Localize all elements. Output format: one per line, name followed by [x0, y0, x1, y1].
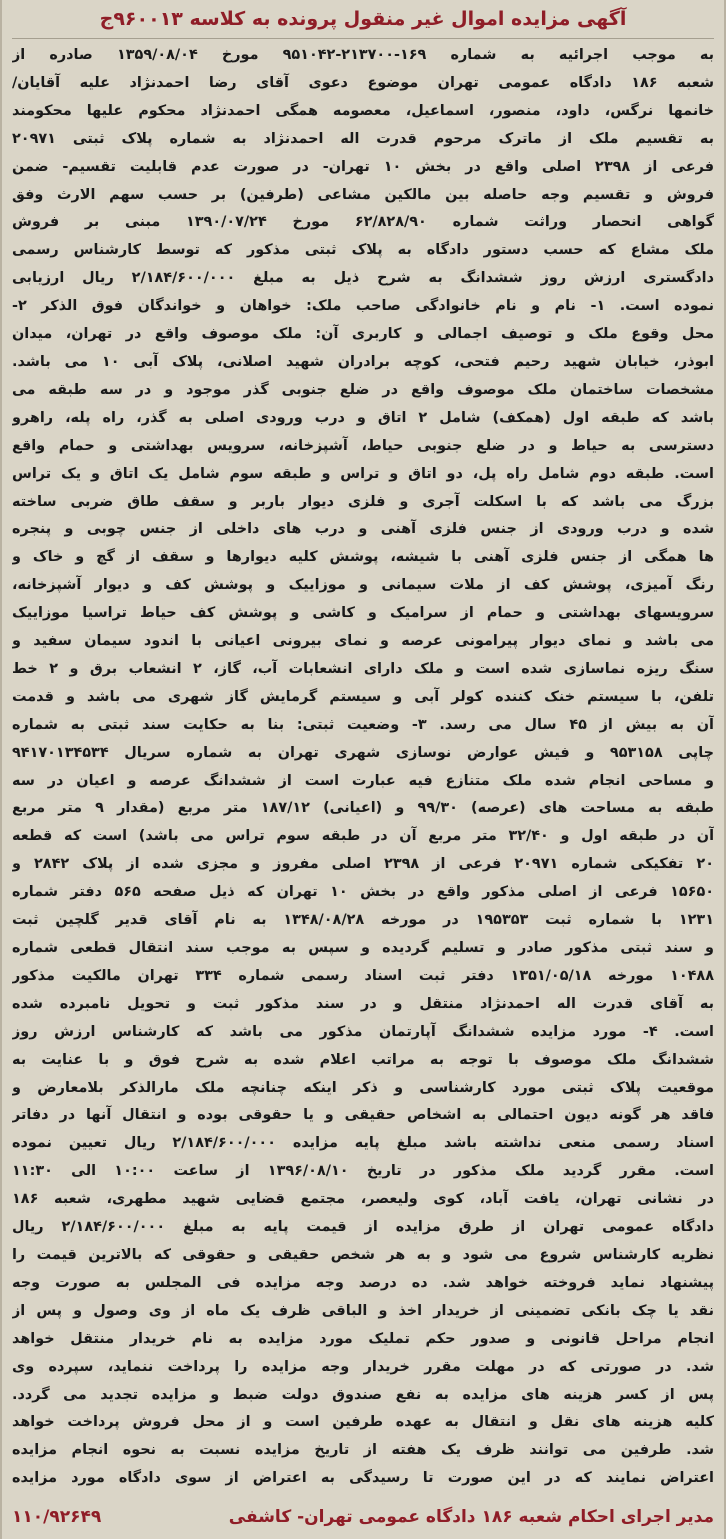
body-line: ۱۵۶۵۰ فرعی از اصلی مذکور واقع در بخش ۱۰ تهران که ذیل صفحه ۵۶۵ دفتر شماره [12, 884, 714, 901]
body-line: است. طبقه دوم شامل راه پل، دو اتاق و تراس و طبقه سوم شامل یک اتاق و یک تراس [12, 465, 714, 482]
body-line: ۱۲۳۱ با شماره ثبت ۱۹۵۳۵۳ در مورخه ۱۳۴۸/۰۸/۲۸ به نام آقای قدیر گلچین ثبت [12, 912, 714, 929]
body-line: شد. در صورتی که در مهلت مقرر خریدار وجه مزایده را پرداخت ننماید، سپرده وی [12, 1358, 714, 1375]
body-line: ها همگی از جنس فلزی آهنی با شیشه، پوشش کلیه دیوارها و سقف از گچ و خاک و [12, 549, 714, 566]
body-line: به موجب اجرائیه به شماره ۱۶۹-۲۱۳۷۰۰-۹۵۱۰۴۲ مورخ ۱۳۵۹/۰۸/۰۴ صادره از [12, 47, 714, 63]
body-line: شد. طرفین می توانند ظرف یک هفته از تاریخ مزایده نسبت به نحوه انجام مزایده [12, 1442, 714, 1459]
body-line: ۱۰۴۸۸ مورخه ۱۳۵۱/۰۵/۱۸ دفتر ثبت اسناد رسمی شماره ۳۳۴ تهران مالکیت مذکور [12, 967, 714, 984]
body-line: و مساحی انجام شده ملک متنازع فیه عبارت است از ششدانگ عرصه و اعیان در سه [12, 772, 714, 789]
body-line: ۲۰ تفکیکی شماره ۲۰۹۷۱ فرعی از ۲۳۹۸ اصلی مفروز و مجزی شده از پلاک ۲۸۴۲ و [12, 856, 714, 873]
body-line: به آقای قدرت اله احمدنژاد منتقل و در سند مذکور ثبت و تحویل نامبرده شده [12, 995, 714, 1012]
signature-line: مدیر اجرای احکام شعبه ۱۸۶ دادگاه عمومی تهران- کاشفی [228, 1507, 714, 1527]
body-line: مشخصات ساختمان ملک موصوف واقع در ضلع جنوبی گذر موجود و در سه طبقه می [12, 381, 714, 398]
body-line: فروش و تقسیم وجه حاصله بین مالکین مشاعی (طرفین) بر حسب سهم الارث وفق [12, 186, 714, 203]
body-line [12, 1493, 714, 1494]
body-line: ملک مشاع که حسب دستور دادگاه به پلاک ثبتی مذکور که توسط کارشناس رسمی [12, 242, 714, 259]
body-line: انجام مراحل قانونی و صدور حکم تملیک مورد مزایده به نام خریدار منتقل خواهد [12, 1330, 714, 1347]
body-line: سنگ ریزه نماسازی شده است و ملک دارای انشعابات آب، گاز، ۲ انشعاب برق و ۲ خط [12, 660, 714, 677]
notice-footer [12, 1500, 714, 1534]
body-line: است. مقرر گردید ملک مذکور در تاریخ ۱۳۹۶/۰۸/۱۰ از ساعت ۱۰:۰۰ الی ۱۱:۳۰ [12, 1163, 714, 1180]
body-line: اعتراض نمایند که در این صورت تا رسیدگی به اعتراض از سوی دادگاه مورد مزایده [12, 1470, 714, 1487]
body-line: در نشانی تهران، یافت آباد، کوی ولیعصر، مجتمع قضایی شهید مطهری، شعبه ۱۸۶ [12, 1191, 714, 1208]
body-line: دسترسی به حیاط و در ضلع جنوبی حیاط، آشپزخانه، سرویس بهداشتی و حمام واقع [12, 437, 714, 454]
body-line: دادگاه عمومی تهران از طرق مزایده از قیمت پایه به مبلغ ۲/۱۸۴/۶۰۰/۰۰۰ ریال [12, 1219, 714, 1236]
body-line: خانمها نرگس، داود، منصور، اسماعیل، معصومه همگی احمدنژاد محکوم علیها محکومند [12, 102, 714, 119]
body-line: باشد که طبقه اول (همکف) شامل ۲ اتاق و درب ورودی اصلی به گذر، راه پله، راهرو [12, 409, 714, 426]
body-line: فرعی از ۲۳۹۸ اصلی واقع در بخش ۱۰ تهران- در صورت عدم قابلیت تقسیم- ضمن [12, 158, 714, 175]
body-line: اسناد رسمی منعی نداشته باشد مبلغ پایه مزایده ۲/۱۸۴/۶۰۰/۰۰۰ ریال تعیین نموده [12, 1135, 714, 1152]
body-line: طبقه به مساحت های (عرصه) ۹۹/۳۰ و (اعیانی) ۱۸۷/۱۲ متر مربع (مقدار ۹ متر مربع [12, 800, 714, 817]
body-line: محل وقوع ملک و توصیف اجمالی و کاربری آن: ملک موصوف واقع در تهران، میدان [12, 326, 714, 343]
body-line: شعبه ۱۸۶ دادگاه عمومی تهران موضوع دعوی آقای رضا احمدنژاد علیه آقایان/ [12, 74, 714, 91]
body-line: پس از کسر هزینه های مزایده به نفع صندوق دولت ضبط و مزایده تجدید می گردد. [12, 1386, 714, 1403]
notice-body [12, 42, 714, 1494]
body-line: نظریه کارشناس شروع می شود و به هر شخص حقیقی و حقوقی که بالاترین قیمت را [12, 1246, 714, 1263]
notice-title: آگهی مزایده اموال غیر منقول پرونده به کلاسه ۹۶۰۰۱۳ج [12, 4, 714, 39]
body-line: ابوذر، خیابان شهید رحیم فتحی، کوچه برادران شهید اصلانی، پلاک آبی ۱۰ می باشد. [12, 353, 714, 370]
body-line: ششدانگ ملک موصوف با توجه به مراتب اعلام شده به شرح فوق و با عنایت به [12, 1051, 714, 1068]
body-line: دادگستری ارزش روز ششدانگ به شرح ذیل به مبلغ ۲/۱۸۴/۶۰۰/۰۰۰ ریال ارزیابی [12, 270, 714, 287]
body-line: است. ۴- مورد مزایده ششدانگ آپارتمان مذکور می باشد که کارشناس ارزش روز [12, 1023, 714, 1040]
notice-code: ۱۱۰/۹۲۶۴۹ [12, 1507, 102, 1527]
body-line: بزرگ می باشد که با اسکلت آجری و فلزی دیوار باربر و سقف طاق ضربی ساخته [12, 493, 714, 510]
body-line: رنگ آمیزی، پوشش کف از ملات سیمانی و موزاییک و پوشش کف و دیوار آشپزخانه، [12, 577, 714, 594]
body-line: نقد یا چک بانکی تضمینی از خریدار اخذ و الباقی ظرف یک ماه از وی وصول و پس از [12, 1302, 714, 1319]
body-line: آن به بیش از ۴۵ سال می رسد. ۳- وضعیت ثبتی: بنا به حکایت سند ثبتی به شماره [12, 716, 714, 733]
body-line: فاقد هر گونه دیون احتمالی به اشخاص حقیقی و یا حقوقی بوده و انتقال آنها در دفاتر [12, 1107, 714, 1124]
body-line: می باشد و نمای دیوار پیرامونی عرصه و نمای بیرونی اعیانی با اندود سیمان سفید و [12, 633, 714, 650]
body-line: شده و درب ورودی از جنس فلزی آهنی و درب های داخلی از جنس چوبی و پنجره [12, 521, 714, 538]
body-line: تلفن، با سیستم خنک کننده کولر آبی و سیستم گرمایش گاز شهری می باشد و قدمت [12, 688, 714, 705]
body-line: آن در طبقه اول و ۳۲/۴۰ متر مربع آن در طبقه سوم تراس می باشد) است که قطعه [12, 828, 714, 845]
body-line: کلیه هزینه های نقل و انتقال به عهده طرفین است و از محل فروش پرداخت خواهد [12, 1414, 714, 1431]
body-line: گواهی انحصار وراثت شماره ۶۲/۸۲۸/۹۰ مورخ ۱۳۹۰/۰۷/۲۴ مبنی بر فروش [12, 214, 714, 231]
body-line: موقعیت پلاک ثبتی مورد کارشناسی و ذکر اینکه چنانچه ملک مارالذکر بلامعارض و [12, 1079, 714, 1096]
body-line: و سند ثبتی مذکور صادر و تسلیم گردیده و سپس به موجب سند انتقال قطعی شماره [12, 940, 714, 956]
body-line: به تقسیم ملک از ماترک مرحوم قدرت اله احمدنژاد به شماره پلاک ثبتی ۲۰۹۷۱ [12, 130, 714, 147]
body-line: چاپی ۹۵۳۱۵۸ و فیش عوارض نوسازی شهری تهران به شماره سریال ۹۴۱۷۰۱۳۴۵۳۴ [12, 744, 714, 761]
body-line: سرویسهای بهداشتی و حمام از سرامیک و کاشی و پوشش کف حیاط تراسیا موزاییک [12, 605, 714, 622]
body-line: نموده است. ۱- نام و نام خانوادگی صاحب ملک: خواهان و خواندگان فوق الذکر ۲- [12, 298, 714, 315]
body-line: پیشنهاد نماید فروخته خواهد شد. ده درصد وجه مزایده فی المجلس به صورت وجه [12, 1274, 714, 1291]
